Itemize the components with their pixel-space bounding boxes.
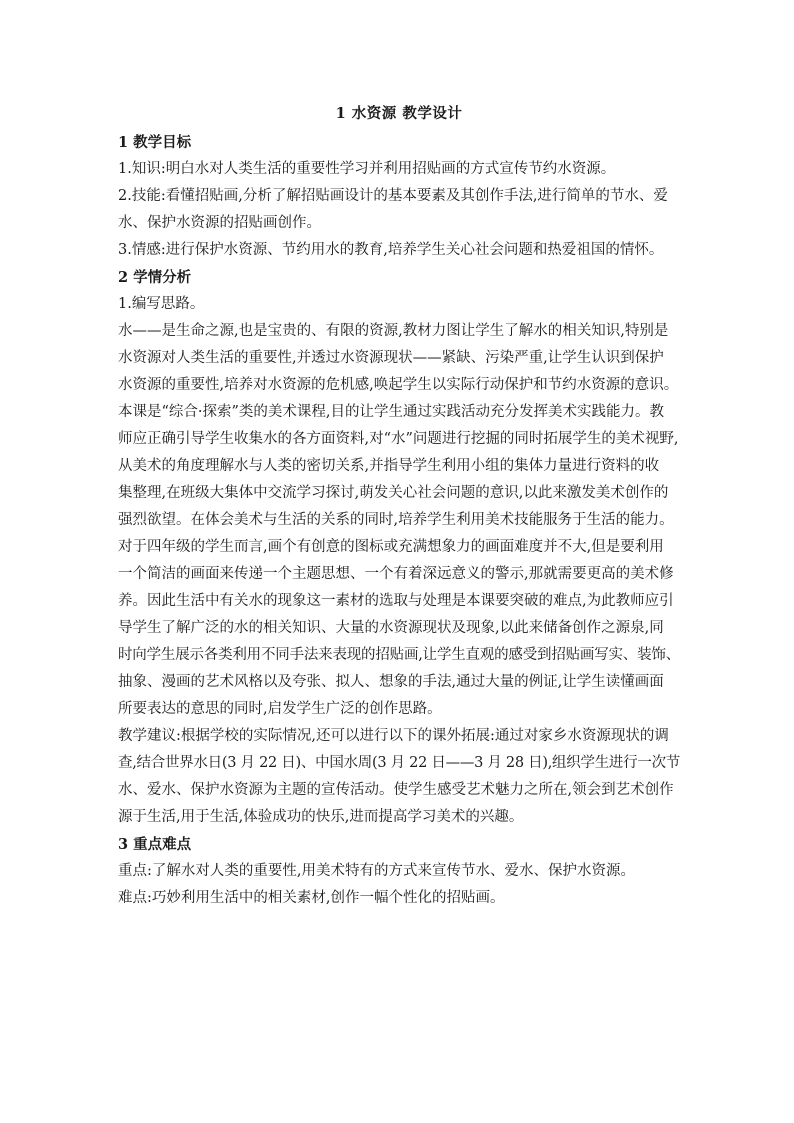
- paragraph-line: 水——是生命之源,也是宝贵的、有限的资源,教材力图让学生了解水的相关知识,特别是: [118, 323, 669, 339]
- paragraph-line: 从美术的角度理解水与人类的密切关系,并指导学生利用小组的集体力量进行资料的收: [118, 458, 660, 474]
- paragraph-line: 1.知识:明白水对人类生活的重要性学习并利用招贴画的方式宣传节约水资源。: [118, 161, 616, 177]
- paragraph-line: 一个简洁的画面来传递一个主题思想、一个有着深远意义的警示,那就需要更高的美术修: [118, 566, 674, 582]
- paragraph-line: 源于生活,用于生活,体验成功的快乐,进而提高学习美术的兴趣。: [118, 809, 524, 825]
- section-heading: 1 教学目标: [118, 134, 192, 151]
- paragraph-line: 水、爱水、保护水资源为主题的宣传活动。使学生感受艺术魅力之所在,领会到艺术创作: [118, 782, 674, 798]
- paragraph-line: 1.编写思路。: [118, 296, 205, 312]
- paragraph-line: 强烈欲望。在体会美术与生活的关系的同时,培养学生利用美术技能服务于生活的能力。: [118, 512, 674, 528]
- paragraph-line: 2.技能:看懂招贴画,分析了解招贴画设计的基本要素及其创作手法,进行简单的节水、爱: [118, 188, 668, 204]
- section-heading: 2 学情分析: [118, 269, 192, 286]
- paragraph-line: 导学生了解广泛的水的相关知识、大量的水资源现状及现象,以此来储备创作之源泉,同: [118, 620, 664, 636]
- section-teaching-goals: [118, 129, 680, 264]
- paragraph-line: 养。因此生活中有关水的现象这一素材的选取与处理是本课要突破的难点,为此教师应引: [118, 593, 674, 609]
- paragraph-line: 对于四年级的学生而言,画个有创意的图标或充满想象力的画面难度并不大,但是要利用: [118, 539, 664, 555]
- paragraph-line: 时向学生展示各类利用不同手法来表现的招贴画,让学生直观的感受到招贴画写实、装饰、: [118, 647, 680, 663]
- paragraph-line: 本课是“综合·探索”类的美术课程,目的让学生通过实践活动充分发挥美术实践能力。教: [118, 404, 665, 420]
- paragraph-line: 难点:巧妙利用生活中的相关素材,创作一幅个性化的招贴画。: [118, 890, 505, 906]
- paragraph-line: 集整理,在班级大集体中交流学习探讨,萌发关心社会问题的意识,以此来激发美术创作的: [118, 485, 669, 501]
- section-key-points: [118, 831, 680, 912]
- section-heading: 3 重点难点: [118, 836, 192, 853]
- paragraph-line: 教学建议:根据学校的实际情况,还可以进行以下的课外拓展:通过对家乡水资源现状的调: [118, 728, 669, 744]
- paragraph-line: 水资源的重要性,培养对水资源的危机感,唤起学生以实际行动保护和节约水资源的意识。: [118, 377, 679, 393]
- paragraph-line: 所要表达的意思的同时,启发学生广泛的创作思路。: [118, 701, 442, 717]
- section-learning-analysis: [118, 264, 680, 831]
- paragraph-line: 重点:了解水对人类的重要性,用美术特有的方式来宣传节水、爱水、保护水资源。: [118, 863, 635, 879]
- paragraph-line: 3.情感:进行保护水资源、节约用水的教育,培养学生关心社会问题和热爱祖国的情怀。: [118, 242, 664, 258]
- paragraph-line: 水、保护水资源的招贴画创作。: [118, 215, 321, 231]
- paragraph-line: 查,结合世界水日(3 月 22 日)、中国水周(3 月 22 日——3 月 28 日),组织学生进行一次节: [118, 755, 680, 771]
- paragraph-line: 水资源对人类生活的重要性,并透过水资源现状——紧缺、污染严重,让学生认识到保护: [118, 350, 664, 366]
- paragraph-line: 抽象、漫画的艺术风格以及夸张、拟人、想象的手法,通过大量的例证,让学生读懂画面: [118, 674, 664, 690]
- paragraph-line: 师应正确引导学生收集水的各方面资料,对“水”问题进行挖掘的同时拓展学生的美术视野,: [118, 431, 679, 447]
- document-title: 1 水资源 教学设计: [335, 105, 463, 122]
